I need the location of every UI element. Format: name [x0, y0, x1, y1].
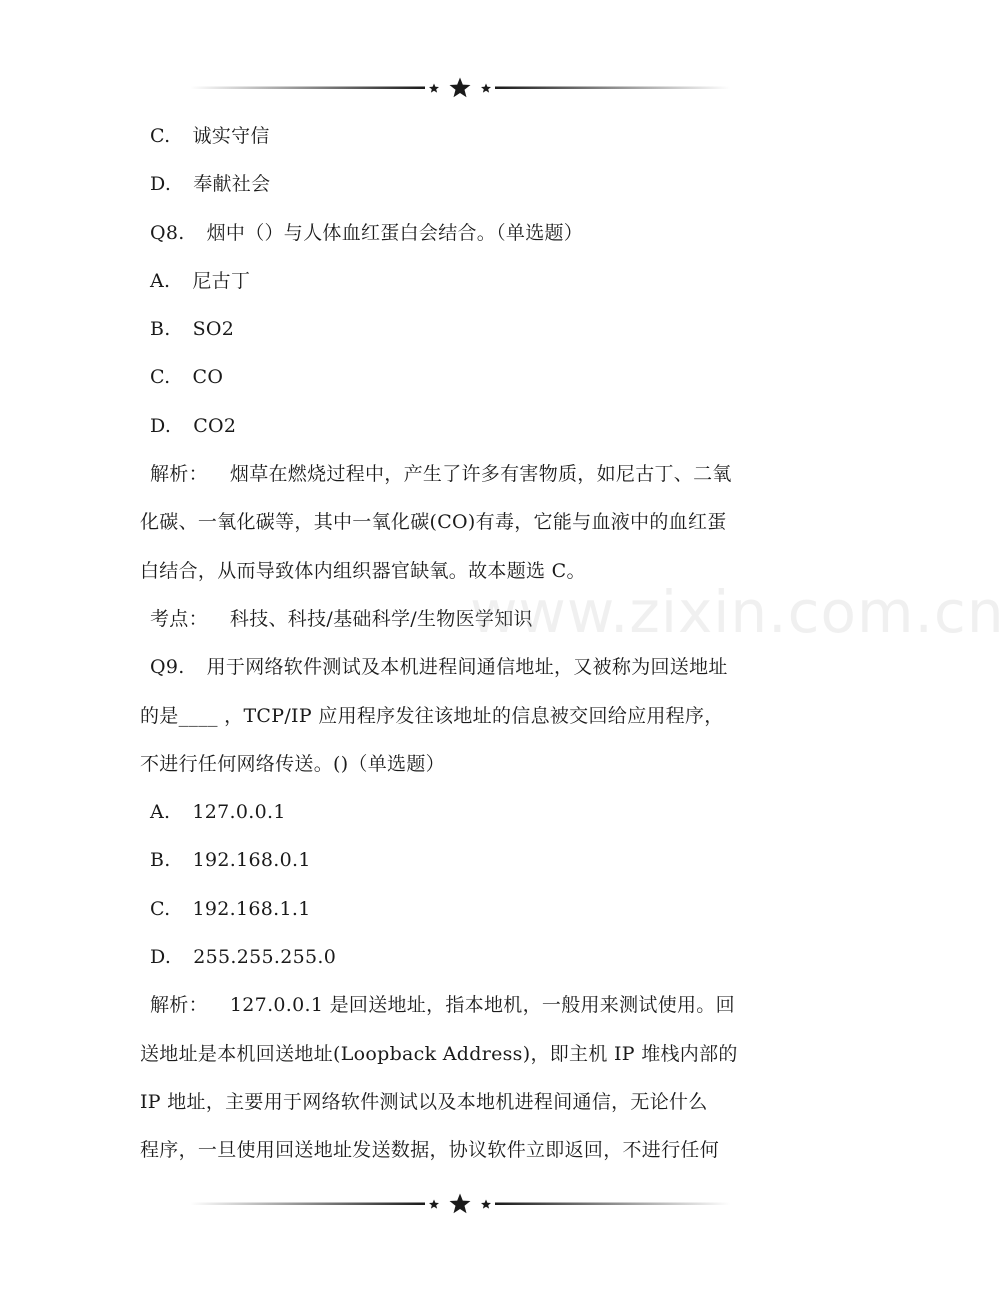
q8-topic: [140, 595, 790, 643]
line-text: 尼古丁: [192, 269, 251, 292]
line-label: D.: [150, 946, 172, 969]
small-star-icon: [429, 84, 439, 93]
q9-question-1: [140, 643, 790, 691]
q9-analysis-1: [140, 981, 790, 1029]
line-text: 白结合，从而导致体内组织器官缺氧。故本题选 C。: [140, 559, 586, 582]
line-text: 127.0.0.1: [192, 801, 286, 824]
line-text: 的是____ ，TCP/IP 应用程序发往该地址的信息被交回给应用程序，: [140, 704, 724, 727]
q9-question-3: [140, 740, 790, 788]
line-text: 不进行任何网络传送。()（单选题）: [140, 752, 445, 775]
q8-option-c: [140, 353, 790, 401]
divider-line-left: [190, 87, 425, 90]
line-label: Q9.: [150, 656, 185, 679]
line-text: 化碳、一氧化碳等，其中一氧化碳(CO)有毒，它能与血液中的血红蛋: [140, 511, 727, 534]
q8-analysis-2: [140, 498, 790, 546]
q9-analysis-3: [140, 1078, 790, 1126]
line-text: CO: [192, 366, 224, 389]
line-text: 255.255.255.0: [193, 946, 337, 969]
top-divider: [0, 76, 920, 100]
line-label: A.: [150, 801, 171, 824]
line-text: 192.168.0.1: [192, 849, 311, 872]
line-text: 送地址是本机回送地址(Loopback Address)，即主机 IP 堆栈内部的: [140, 1042, 738, 1065]
line-text: IP 地址，主要用于网络软件测试以及本地机进程间通信，无论什么: [140, 1090, 708, 1113]
document-body: [140, 112, 790, 1175]
divider-line-right: [495, 1203, 730, 1206]
q9-option-c: [140, 885, 790, 933]
line-label: B.: [150, 849, 171, 872]
small-star-icon: [481, 1200, 491, 1209]
line-text: 用于网络软件测试及本机进程间通信地址，又被称为回送地址: [206, 656, 728, 679]
divider-line-right: [495, 87, 730, 90]
line-label: 解析：: [150, 463, 208, 486]
line-text: 科技、科技/基础科学/生物医学知识: [229, 607, 533, 630]
q7-option-d: [140, 160, 790, 208]
line-label: B.: [150, 318, 171, 341]
line-text: 诚实守信: [192, 125, 270, 147]
line-text: 烟中（）与人体血红蛋白会结合。（单选题）: [206, 221, 584, 244]
q9-analysis-2: [140, 1030, 790, 1078]
line-text: SO2: [192, 318, 235, 341]
line-label: 解析：: [150, 994, 208, 1017]
line-label: A.: [150, 269, 171, 292]
line-text: 程序，一旦使用回送地址发送数据，协议软件立即返回，不进行任何: [140, 1139, 720, 1162]
q8-option-b: [140, 305, 790, 353]
bottom-divider: [0, 1192, 920, 1216]
line-text: 烟草在燃烧过程中，产生了许多有害物质，如尼古丁、二氧: [229, 463, 732, 486]
line-label: C.: [150, 125, 171, 147]
line-text: CO2: [193, 414, 237, 437]
line-label: D.: [150, 414, 172, 437]
q8-question: [140, 209, 790, 257]
q9-question-2: [140, 692, 790, 740]
line-label: C.: [150, 897, 171, 920]
q9-option-b: [140, 836, 790, 884]
line-label: C.: [150, 366, 171, 389]
q9-option-d: [140, 933, 790, 981]
q8-option-d: [140, 402, 790, 450]
small-star-icon: [481, 84, 491, 93]
line-text: 192.168.1.1: [192, 897, 311, 920]
q7-option-c: [140, 112, 790, 160]
star-icon: [450, 78, 471, 98]
line-label: Q8.: [150, 221, 185, 244]
q9-option-a: [140, 788, 790, 836]
q8-option-a: [140, 257, 790, 305]
q9-analysis-4: [140, 1126, 790, 1174]
q8-analysis-3: [140, 547, 790, 595]
q8-analysis-1: [140, 450, 790, 498]
line-label: 考点：: [150, 607, 208, 630]
star-icon: [450, 1194, 471, 1214]
watermark: www.zixin.com.cn: [470, 578, 1005, 646]
divider-line-left: [190, 1203, 425, 1206]
line-text: 127.0.0.1 是回送地址，指本地机，一般用来测试使用。回: [229, 994, 735, 1017]
line-label: D.: [150, 173, 172, 196]
small-star-icon: [429, 1200, 439, 1209]
line-text: 奉献社会: [193, 173, 271, 196]
